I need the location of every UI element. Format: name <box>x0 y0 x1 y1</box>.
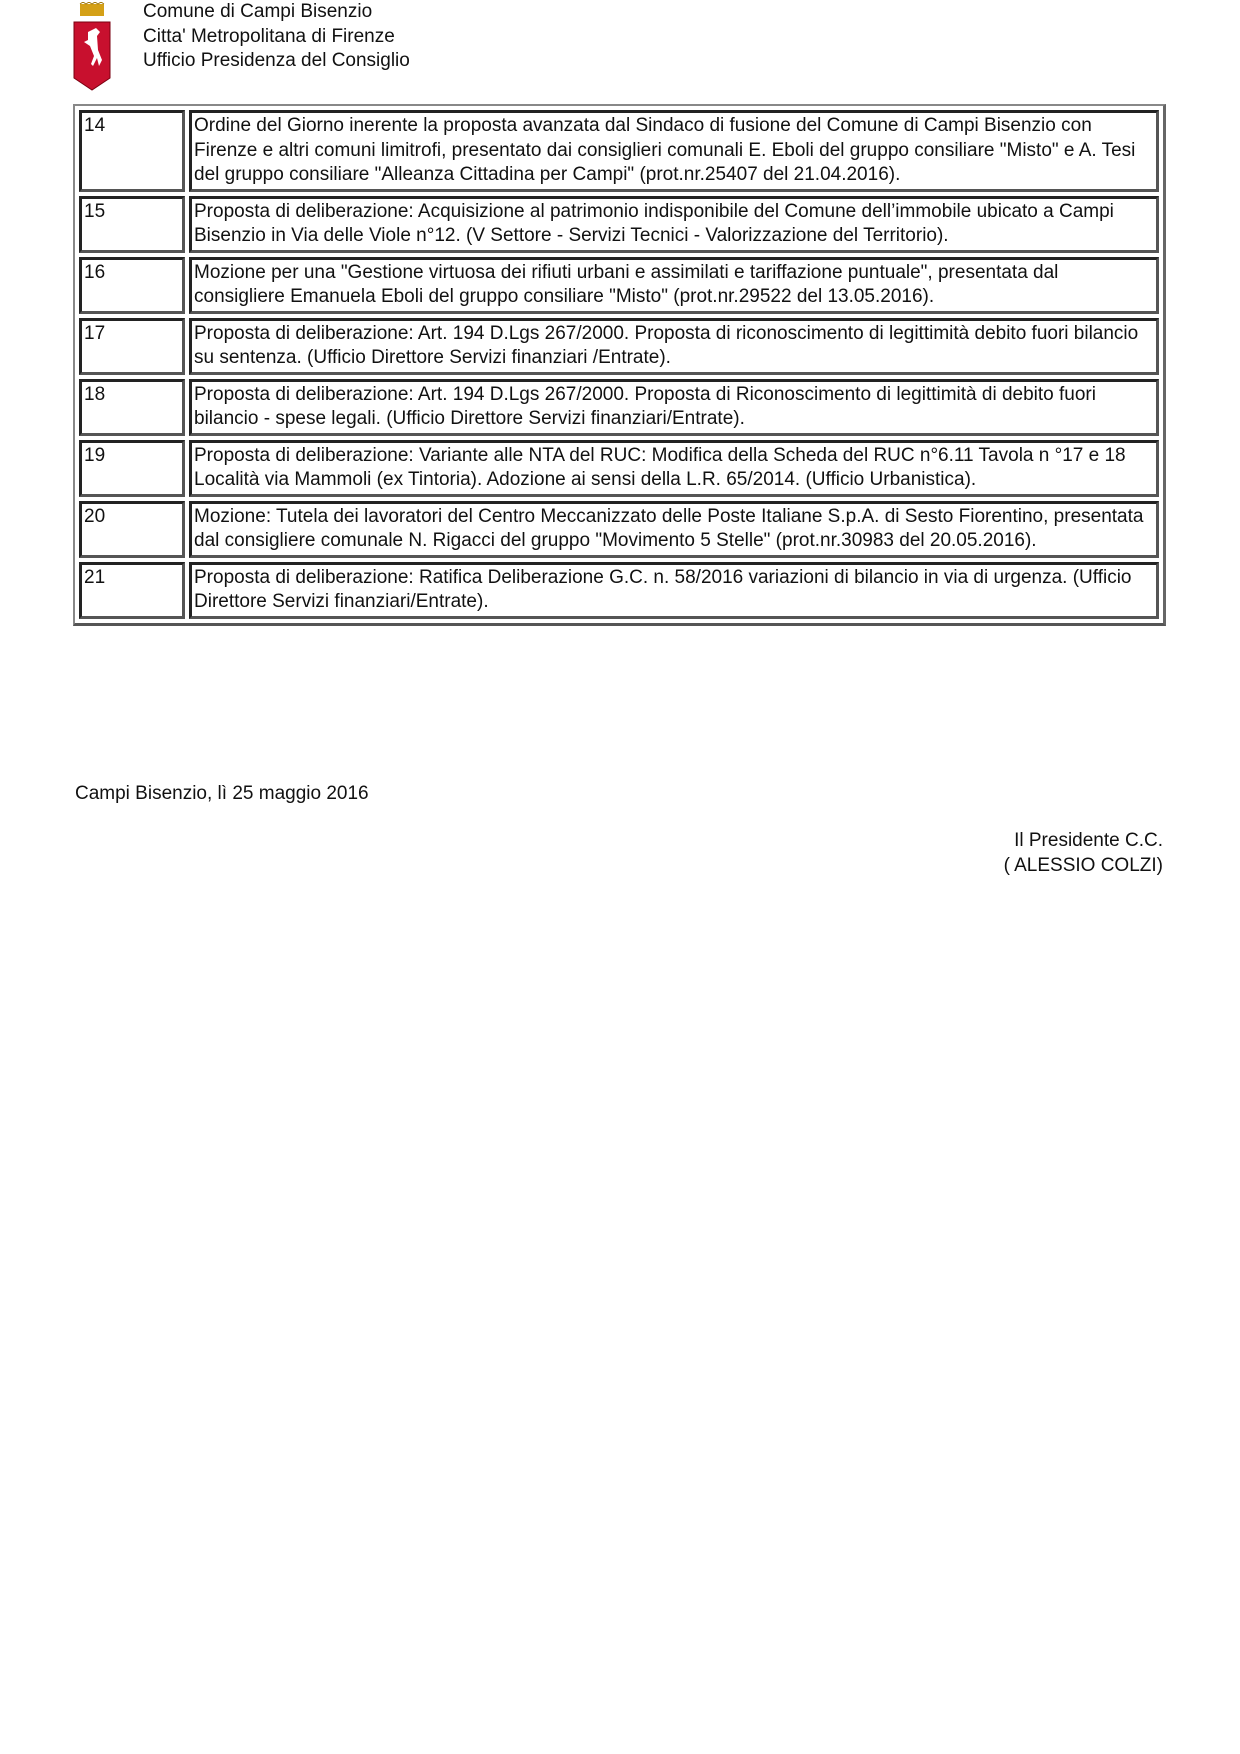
item-number: 15 <box>79 196 185 253</box>
item-description: Proposta di deliberazione: Ratifica Deliberazione G.C. n. 58/2016 variazioni di bilancio in via di urgenza. (Ufficio Direttore Servizi finanziari/Entrate). <box>189 562 1159 619</box>
table-row <box>79 196 1159 253</box>
coat-of-arms-logo <box>72 2 112 92</box>
signer-name: ( ALESSIO COLZI) <box>1003 855 1163 876</box>
item-description: Proposta di deliberazione: Art. 194 D.Lgs 267/2000. Proposta di riconoscimento di legittimità debito fuori bilancio su sentenza. (Ufficio Direttore Servizi finanziari /Entrate). <box>189 318 1159 375</box>
table-row <box>79 501 1159 558</box>
header-line-metro-city: Citta' Metropolitana di Firenze <box>143 25 395 47</box>
item-number: 17 <box>79 318 185 375</box>
agenda-table <box>73 104 1166 626</box>
header-block <box>143 0 410 74</box>
item-number: 16 <box>79 257 185 314</box>
place-date: Campi Bisenzio, lì 25 maggio 2016 <box>75 783 369 804</box>
item-number: 19 <box>79 440 185 497</box>
table-row <box>79 110 1159 192</box>
signer-title: Il Presidente C.C. <box>1014 830 1163 851</box>
table-row <box>79 318 1159 375</box>
item-description: Ordine del Giorno inerente la proposta avanzata dal Sindaco di fusione del Comune di Campi Bisenzio con Firenze e altri comuni limitrofi, presentato dai consiglieri comunali E. Eboli del gruppo consiliare "Misto" e A. Tesi del gruppo consiliare "Alleanza Cittadina per Campi" (prot.nr.25407 del 21.04.2016). <box>189 110 1159 192</box>
item-description: Proposta di deliberazione: Art. 194 D.Lgs 267/2000. Proposta di Riconoscimento di legittimità di debito fuori bilancio - spese legali. (Ufficio Direttore Servizi finanziari/Entrate). <box>189 379 1159 436</box>
item-number: 14 <box>79 110 185 192</box>
table-row <box>79 379 1159 436</box>
table-row <box>79 257 1159 314</box>
header-line-municipality: Comune di Campi Bisenzio <box>143 1 373 22</box>
signature-block <box>1004 828 1163 878</box>
table-row <box>79 440 1159 497</box>
table-row <box>79 562 1159 619</box>
header-line-office: Ufficio Presidenza del Consiglio <box>143 50 410 71</box>
item-description: Mozione: Tutela dei lavoratori del Centro Meccanizzato delle Poste Italiane S.p.A. di Sesto Fiorentino, presentata dal consigliere comunale N. Rigacci del gruppo "Movimento 5 Stelle" (prot.nr.30983 del 20.05.2016). <box>189 501 1159 558</box>
item-description: Proposta di deliberazione: Acquisizione al patrimonio indisponibile del Comune dell’immobile ubicato a Campi Bisenzio in Via delle Viole n°12. (V Settore - Servizi Tecnici - Valorizzazione del Territorio). <box>189 196 1159 253</box>
item-number: 18 <box>79 379 185 436</box>
item-description: Mozione per una "Gestione virtuosa dei rifiuti urbani e assimilati e tariffazione puntuale", presentata dal consigliere Emanuela Eboli del gruppo consiliare "Misto" (prot.nr.29522 del 13.05.2016). <box>189 257 1159 314</box>
item-description: Proposta di deliberazione: Variante alle NTA del RUC: Modifica della Scheda del RUC n°6.11 Tavola n °17 e 18 Località via Mammoli (ex Tintoria). Adozione ai sensi della L.R. 65/2014. (Ufficio Urbanistica). <box>189 440 1159 497</box>
item-number: 21 <box>79 562 185 619</box>
item-number: 20 <box>79 501 185 558</box>
